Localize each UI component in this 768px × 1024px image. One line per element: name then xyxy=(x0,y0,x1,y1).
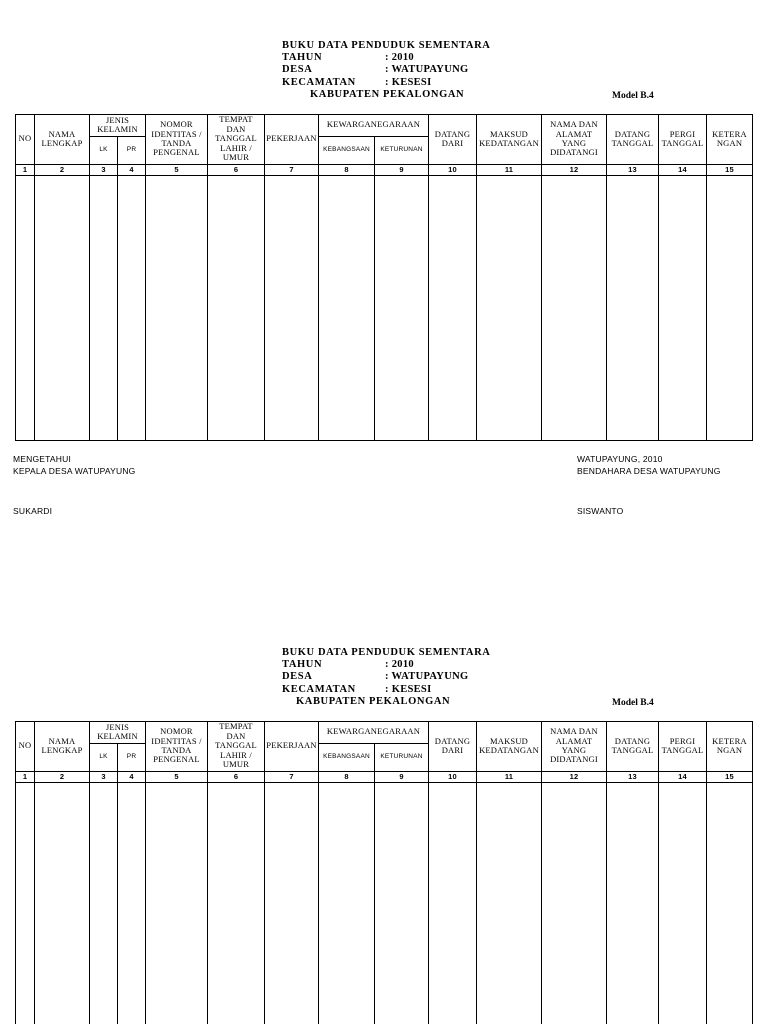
column-number: 7 xyxy=(289,165,294,175)
column-number: 10 xyxy=(448,165,457,175)
kepala-desa-label: KEPALA DESA WATUPAYUNG xyxy=(13,466,136,476)
field-value-kecamatan: : KESESI xyxy=(385,684,432,695)
field-label-tahun: TAHUN xyxy=(282,52,323,63)
field-value-desa: : WATUPAYUNG xyxy=(385,64,469,75)
header-datang-tanggal: DATANG TANGGAL xyxy=(611,128,654,148)
header-keturunan: KETURUNAN xyxy=(380,146,423,153)
header-nama-lengkap: NAMA LENGKAP xyxy=(41,128,83,148)
header-maksud-kedatangan: MAKSUD KEDATANGAN xyxy=(479,128,539,148)
header-datang-tanggal: DATANG TANGGAL xyxy=(611,735,654,755)
header-datang-dari: DATANG DARI xyxy=(434,735,471,755)
header-no: NO xyxy=(18,740,32,751)
header-kebangsaan: KEBANGSAAN xyxy=(323,146,370,153)
header-keterangan: KETERA NGAN xyxy=(712,128,747,148)
header-pergi-tanggal: PERGI TANGGAL xyxy=(661,128,704,148)
column-number: 13 xyxy=(628,772,637,782)
header-pekerjaan: PEKERJAAN xyxy=(266,133,317,144)
column-number: 15 xyxy=(725,165,734,175)
header-nama-lengkap: NAMA LENGKAP xyxy=(41,735,83,755)
field-label-desa: DESA xyxy=(282,64,313,75)
header-kewarganegaraan: KEWARGANEGARAAN xyxy=(326,119,421,130)
field-value-tahun: : 2010 xyxy=(385,659,414,670)
column-number: 13 xyxy=(628,165,637,175)
column-number: 8 xyxy=(344,165,349,175)
column-number: 2 xyxy=(59,165,65,175)
bendahara-name: SISWANTO xyxy=(577,506,624,516)
column-number: 3 xyxy=(101,772,106,782)
header-jenis-kelamin: JENIS KELAMIN xyxy=(97,114,138,134)
header-tempat-tanggal-lahir: TEMPAT DAN TANGGAL LAHIR / UMUR xyxy=(215,114,257,163)
header-lk: LK xyxy=(99,146,108,153)
column-number: 14 xyxy=(678,772,687,782)
header-nomor-identitas: NOMOR IDENTITAS / TANDA PENGENAL xyxy=(151,726,202,765)
kepala-desa-name: SUKARDI xyxy=(13,506,53,516)
column-number: 6 xyxy=(233,165,239,175)
mengetahui-label: MENGETAHUI xyxy=(13,454,72,464)
data-table xyxy=(0,114,768,441)
form-title: BUKU DATA PENDUDUK SEMENTARA xyxy=(282,40,491,51)
header-pr: PR xyxy=(126,753,137,760)
header-keterangan: KETERA NGAN xyxy=(712,735,747,755)
column-number: 1 xyxy=(22,165,28,175)
column-number: 4 xyxy=(129,165,134,175)
column-number: 9 xyxy=(399,165,404,175)
field-label-desa: DESA xyxy=(282,671,313,682)
header-maksud-kedatangan: MAKSUD KEDATANGAN xyxy=(479,735,539,755)
form-2 xyxy=(0,607,768,1024)
data-table xyxy=(0,721,768,1024)
field-value-tahun: : 2010 xyxy=(385,52,414,63)
column-number: 5 xyxy=(174,772,179,782)
column-number: 10 xyxy=(448,772,457,782)
field-value-kecamatan: : KESESI xyxy=(385,77,432,88)
header-pekerjaan: PEKERJAAN xyxy=(266,740,317,751)
header-kebangsaan: KEBANGSAAN xyxy=(323,753,370,760)
header-jenis-kelamin: JENIS KELAMIN xyxy=(97,721,138,741)
kabupaten-label: KABUPATEN PEKALONGAN xyxy=(296,696,451,707)
column-number: 14 xyxy=(678,165,687,175)
column-number: 6 xyxy=(233,772,239,782)
column-number: 1 xyxy=(22,772,28,782)
column-number: 2 xyxy=(59,772,65,782)
column-number: 8 xyxy=(344,772,349,782)
column-number: 5 xyxy=(174,165,179,175)
kabupaten-label: KABUPATEN PEKALONGAN xyxy=(310,89,465,100)
header-kewarganegaraan: KEWARGANEGARAAN xyxy=(326,726,421,737)
header-datang-dari: DATANG DARI xyxy=(434,128,471,148)
field-value-desa: : WATUPAYUNG xyxy=(385,671,469,682)
bendahara-label: BENDAHARA DESA WATUPAYUNG xyxy=(577,466,721,476)
header-nama-alamat: NAMA DAN ALAMAT YANG DIDATANGI xyxy=(550,726,598,765)
column-number: 12 xyxy=(569,165,579,175)
field-label-tahun: TAHUN xyxy=(282,659,323,670)
column-number: 4 xyxy=(129,772,134,782)
column-number: 7 xyxy=(289,772,294,782)
column-number: 11 xyxy=(504,165,514,175)
field-label-kecamatan: KECAMATAN xyxy=(282,77,356,88)
form-title: BUKU DATA PENDUDUK SEMENTARA xyxy=(282,647,491,658)
column-number: 11 xyxy=(504,772,514,782)
column-number: 3 xyxy=(101,165,106,175)
column-number: 9 xyxy=(399,772,404,782)
model-label: Model B.4 xyxy=(612,698,654,708)
header-no: NO xyxy=(18,133,32,144)
column-number: 15 xyxy=(725,772,734,782)
header-lk: LK xyxy=(99,753,108,760)
header-pr: PR xyxy=(126,146,137,153)
header-tempat-tanggal-lahir: TEMPAT DAN TANGGAL LAHIR / UMUR xyxy=(215,721,257,770)
header-nomor-identitas: NOMOR IDENTITAS / TANDA PENGENAL xyxy=(151,119,202,158)
header-pergi-tanggal: PERGI TANGGAL xyxy=(661,735,704,755)
model-label: Model B.4 xyxy=(612,91,654,101)
header-nama-alamat: NAMA DAN ALAMAT YANG DIDATANGI xyxy=(550,119,598,158)
column-number: 12 xyxy=(569,772,579,782)
field-label-kecamatan: KECAMATAN xyxy=(282,684,356,695)
header-keturunan: KETURUNAN xyxy=(380,753,423,760)
place-date-label: WATUPAYUNG, 2010 xyxy=(577,454,663,464)
